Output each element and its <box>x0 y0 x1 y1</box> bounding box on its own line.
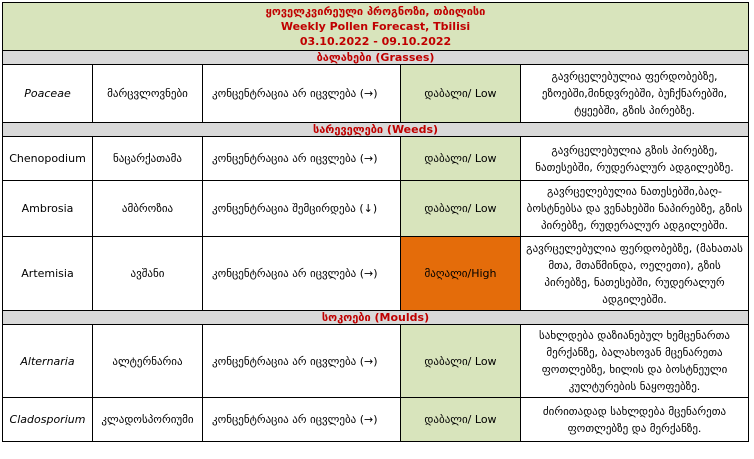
level-cell-high: მაღალი/High <box>401 237 521 311</box>
title-english: Weekly Pollen Forecast, Tbilisi <box>280 20 471 33</box>
local-name: კლადოსპორიუმი <box>93 398 203 442</box>
habitat-text: გავრცელებულია ფერდობებზე, (მახათას მთა, მთაწმინდა, ოელეთი), გზის პირებზე, ნათესებში, რუდერალურ ადგილებში. <box>521 237 749 311</box>
header-row <box>3 3 749 51</box>
habitat-text: სახლდება დაზიანებულ ხემცენართა მერქანზე, ბალახოვან მცენარეთა ფოთლებზე, ხილის და ბოსტნეული კულტურების ნაყოფებზე. <box>521 325 749 398</box>
level-cell: დაბალი/ Low <box>401 181 521 237</box>
local-name: ავშანი <box>93 237 203 311</box>
level-cell: დაბალი/ Low <box>401 137 521 181</box>
section-title: სოკოები (Moulds) <box>3 311 749 325</box>
level-cell: დაბალი/ Low <box>401 65 521 123</box>
local-name: ამბროზია <box>93 181 203 237</box>
forecast-header <box>3 3 749 51</box>
local-name: ალტერნარია <box>93 325 203 398</box>
table-row <box>3 181 749 237</box>
trend-text: კონცენტრაცია არ იცვლება (→) <box>203 398 401 442</box>
section-header-weeds <box>3 123 749 137</box>
section-header-grasses <box>3 51 749 65</box>
table-row <box>3 137 749 181</box>
table-row <box>3 398 749 442</box>
section-title: სარეველები (Weeds) <box>3 123 749 137</box>
local-name: მარცვლოვნები <box>93 65 203 123</box>
latin-name: Ambrosia <box>3 181 93 237</box>
level-cell: დაბალი/ Low <box>401 398 521 442</box>
habitat-text: გავრცელებულია ნათესებში,ბაღ-ბოსტნებსა და ვენახებში ნაპირებზე, გზის პირებზე, რუდერალურ ადგილებში. <box>521 181 749 237</box>
level-cell: დაბალი/ Low <box>401 325 521 398</box>
local-name: ნაცარქათამა <box>93 137 203 181</box>
trend-text: კონცენტრაცია არ იცვლება (→) <box>203 137 401 181</box>
latin-name: Chenopodium <box>3 137 93 181</box>
table-row <box>3 65 749 123</box>
trend-text: კონცენტრაცია არ იცვლება (→) <box>203 325 401 398</box>
title-georgian: ყოველკვირეული პროგნოზი, თბილისი <box>265 5 486 18</box>
latin-name: Poaceae <box>3 65 93 123</box>
date-range: 03.10.2022 - 09.10.2022 <box>299 35 452 48</box>
section-title: ბალახები (Grasses) <box>3 51 749 65</box>
latin-name: Cladosporium <box>3 398 93 442</box>
habitat-text: ძირითადად სახლდება მცენარეთა ფოთლებზე და მერქანზე. <box>521 398 749 442</box>
trend-text: კონცენტრაცია არ იცვლება (→) <box>203 65 401 123</box>
table-row <box>3 237 749 311</box>
pollen-forecast-table <box>2 2 749 442</box>
habitat-text: გავრცელებულია გზის პირებზე, ნათესებში, რუდერალურ ადგილებზე. <box>521 137 749 181</box>
trend-text: კონცენტრაცია შემცირდება (↓) <box>203 181 401 237</box>
forecast-container <box>2 2 748 457</box>
section-header-moulds <box>3 311 749 325</box>
table-row <box>3 325 749 398</box>
latin-name: Artemisia <box>3 237 93 311</box>
latin-name: Alternaria <box>3 325 93 398</box>
trend-text: კონცენტრაცია არ იცვლება (→) <box>203 237 401 311</box>
habitat-text: გავრცელებულია ფერდობებზე, ეზოებში,მინდვრებში, ბუჩქნარებში, ტყეებში, გზის პირებზე. <box>521 65 749 123</box>
